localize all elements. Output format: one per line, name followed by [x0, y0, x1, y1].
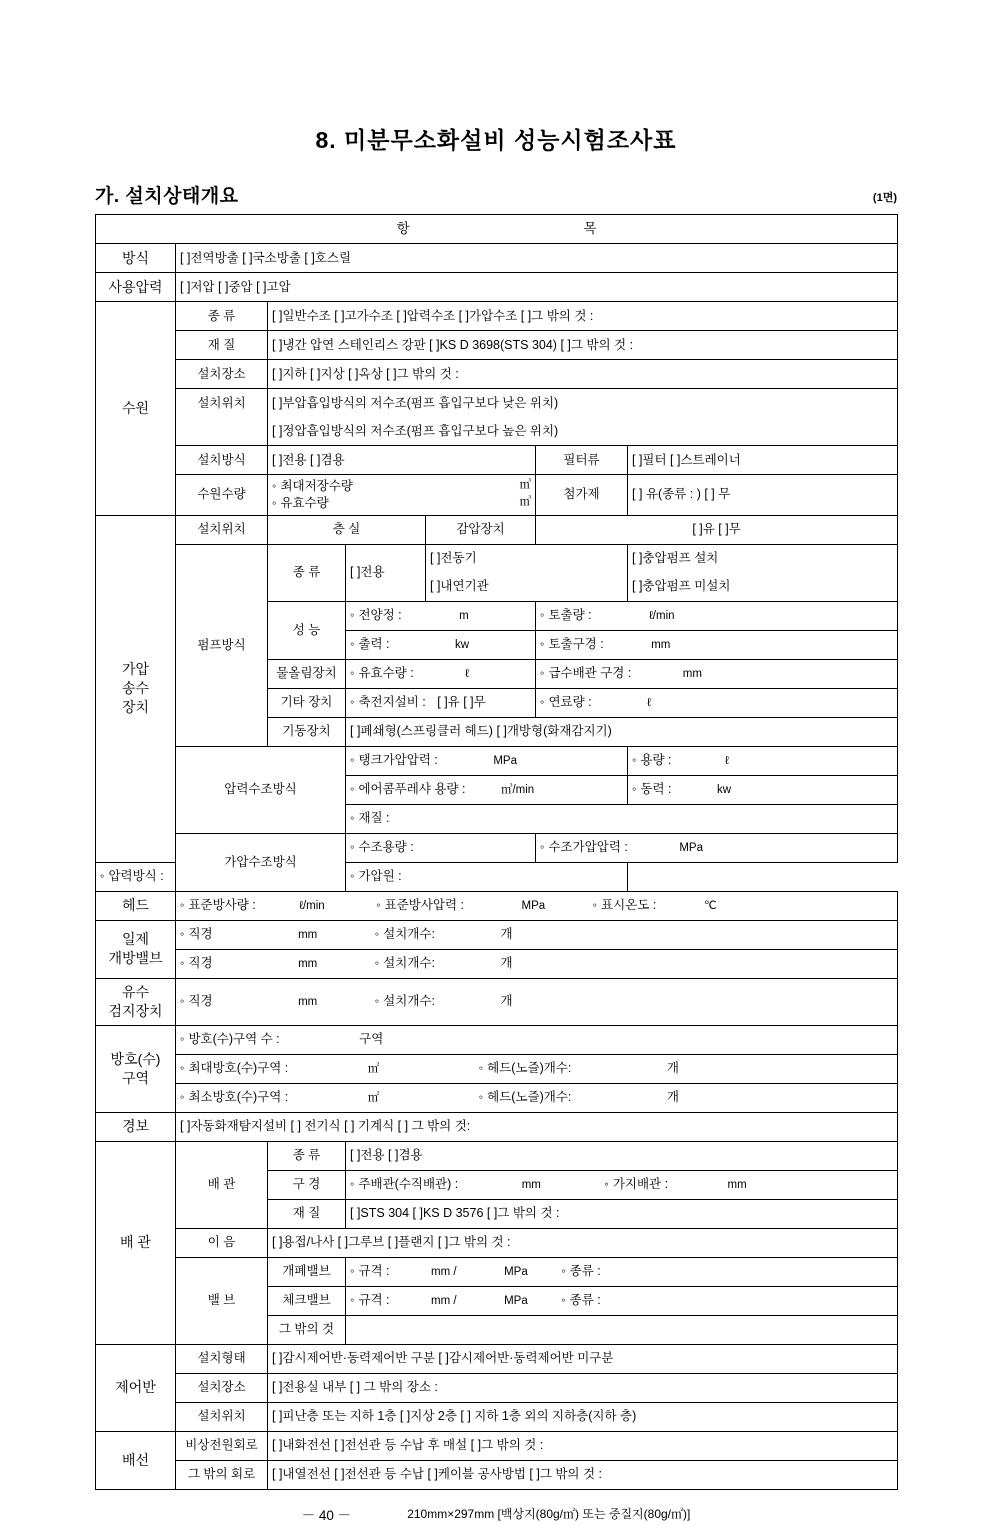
pump-place-label: 설치위치: [176, 515, 268, 544]
row-value-flow-detector: [176, 978, 898, 1025]
row-value-bangsik: [ ]전역방출 [ ]국소방출 [ ]호스릴: [176, 244, 898, 273]
flow-label-line2: 검지장치: [108, 1002, 163, 1019]
table-row: [96, 244, 898, 273]
zone-count-label: ◦ 방호(수)구역 수 :: [180, 1032, 280, 1046]
table-row: [96, 360, 898, 389]
zone-min-row: [176, 1083, 898, 1112]
head-temp-unit: ℃: [703, 899, 717, 912]
page-number: － 40 －: [301, 1507, 352, 1523]
pump-perf-outlet: [536, 630, 898, 659]
table-row: [96, 1025, 898, 1054]
panel-form-value: [ ]감시제어반·동력제어반 구분 [ ]감시제어반·동력제어반 미구분: [268, 1344, 898, 1373]
pump-tank-comp: [346, 775, 628, 804]
pump-tank-cap: [628, 746, 898, 775]
installation-status-table: [95, 214, 898, 1490]
pump-label-line1: 가압: [121, 661, 150, 678]
table-row: [96, 475, 898, 516]
table-row: [96, 1373, 898, 1402]
pump-tank-cap-label: ◦ 용량 :: [632, 753, 672, 767]
table-row: [96, 1460, 898, 1489]
page-footer: [95, 1504, 897, 1524]
pump-etc-fuel-unit: ℓ: [647, 696, 651, 709]
pump-perf-outlet-unit: mm: [651, 638, 671, 651]
pump-ptank-press: [536, 833, 898, 862]
panel-place-label: 설치장소: [176, 1373, 268, 1402]
pump-ptank-label: 가압수조방식: [176, 833, 346, 891]
row-label-flow-detector: [96, 978, 176, 1025]
flow-cnt-label: ◦ 설치개수:: [375, 994, 435, 1008]
suwon-additive-label: 첨가제: [536, 475, 628, 516]
pump-prime-pipe-unit: mm: [682, 667, 702, 680]
flow-label-line1: 유수: [121, 983, 150, 1000]
row-label-deluge: [96, 920, 176, 978]
page-title: 8. 미분무소화설비 성능시험조사표: [315, 127, 677, 153]
pump-etc-battery-label: ◦ 축전지설비 :: [350, 695, 426, 709]
pump-label-line3: 장치: [121, 699, 150, 716]
pipe-valve-open-type-label: ◦ 종류 :: [561, 1264, 601, 1278]
table-row: [96, 1054, 898, 1083]
pipe-valve-etc-label: 그 밖의 것: [268, 1315, 346, 1344]
row-label-bangsik: 방식: [96, 244, 176, 273]
deluge-dia-unit-1: mm: [298, 928, 318, 941]
row-value-alarm: [ ]자동화재탐지설비 [ ] 전기식 [ ] 기계식 [ ] 그 밖의 것:: [176, 1112, 898, 1141]
pump-prime-pipe-label: ◦ 급수배관 구경 :: [540, 666, 631, 680]
suwon-material-value: [ ]냉간 압연 스테인리스 강판 [ ]KS D 3698(STS 304) [ ]그 밖의 것 :: [268, 331, 898, 360]
head-press-label: ◦ 표준방사압력 :: [376, 898, 464, 912]
suwon-place-label: 설치장소: [176, 360, 268, 389]
pump-etc-battery-value: [ ]유 [ ]무: [437, 695, 486, 710]
pump-prime-eff-unit: ℓ: [465, 667, 469, 680]
suwon-position-label: 설치위치: [176, 389, 268, 418]
table-header-cell: [96, 215, 898, 244]
pipe-sub-label: 배 관: [176, 1141, 268, 1228]
document-page: [0, 122, 992, 1525]
table-row: [96, 862, 898, 891]
deluge-dia-label-1: ◦ 직경: [180, 927, 213, 941]
wiring-etc-value: [ ]내열전선 [ ]전선관 등 수납 [ ]케이블 공사방법 [ ]그 밖의 것 :: [268, 1460, 898, 1489]
pump-ptank-cap-label: ◦ 수조용량 :: [350, 840, 414, 854]
section-title: 가. 설치상태개요: [95, 186, 239, 207]
pump-perf-head-label: ◦ 전양정 :: [350, 608, 402, 622]
pipe-valve-check-unit1: mm /: [431, 1294, 457, 1307]
pump-start-value: [ ]폐쇄형(스프링클러 헤드) [ ]개방형(화재감지기): [346, 717, 898, 746]
zone-max-head-unit: 개: [666, 1060, 679, 1075]
head-temp-label: ◦ 표시온도 :: [593, 898, 657, 912]
table-row: [96, 417, 898, 446]
pump-tank-mat-label: ◦ 재질 :: [350, 811, 390, 825]
zone-count-unit: 구역: [359, 1032, 384, 1047]
pipe-valve-open-spec-label: ◦ 규격 :: [350, 1264, 390, 1278]
panel-place-value: [ ]전용실 내부 [ ] 그 밖의 장소 :: [268, 1373, 898, 1402]
pump-decomp-value: [ ]유 [ ]무: [536, 515, 898, 544]
pipe-dia-label: 구 경: [268, 1170, 346, 1199]
pump-prime-eff-label: ◦ 유효수량 :: [350, 666, 414, 680]
suwon-additive-value: [ ] 유(종류 : ) [ ] 무: [628, 475, 898, 516]
row-label-zone: [96, 1025, 176, 1112]
flow-cnt-unit: 개: [500, 993, 513, 1008]
table-row: [96, 331, 898, 360]
zone-max-row: [176, 1054, 898, 1083]
pipe-mat-label: 재 질: [268, 1199, 346, 1228]
deluge-label-line1: 일제: [121, 931, 150, 948]
pump-tank-press-label: ◦ 탱크가압압력 :: [350, 753, 438, 767]
row-value-head: [176, 891, 898, 920]
pump-perf-head: [346, 601, 536, 630]
table-row: [96, 1257, 898, 1286]
row-label-suwon: 수원: [96, 302, 176, 516]
pump-ptank-cap: [346, 833, 536, 862]
deluge-dia-unit-2: mm: [298, 957, 318, 970]
pipe-valve-check-value: [346, 1286, 898, 1315]
pump-perf-power-unit: kw: [455, 638, 470, 651]
table-row: [96, 1431, 898, 1460]
suwon-qty-max-unit: ㎥: [519, 479, 531, 491]
pump-tank-motor-label: ◦ 동력 :: [632, 782, 672, 796]
pump-tank-motor: [628, 775, 898, 804]
table-row: [96, 920, 898, 949]
suwon-qty-eff-unit: ㎥: [519, 495, 531, 508]
pump-perf-power: [346, 630, 536, 659]
pipe-valve-open-unit2: MPa: [504, 1265, 528, 1278]
deluge-cnt-label-2: ◦ 설치개수:: [375, 956, 435, 970]
pipe-valve-etc-value: [346, 1315, 898, 1344]
table-row: [96, 273, 898, 302]
page-mark: (1면): [872, 192, 897, 204]
pipe-valve-check-spec-label: ◦ 규격 :: [350, 1293, 390, 1307]
pump-tank-cap-unit: ℓ: [725, 754, 729, 767]
table-row: [96, 891, 898, 920]
suwon-filter-label: 필터류: [536, 446, 628, 475]
table-row: [96, 544, 898, 573]
row-label-head: 헤드: [96, 891, 176, 920]
suwon-type-value: [ ]일반수조 [ ]고가수조 [ ]압력수조 [ ]가압수조 [ ]그 밖의 것 :: [268, 302, 898, 331]
suwon-position-value-1: [ ]부압흡입방식의 저수조(펌프 흡입구보다 낮은 위치): [268, 389, 898, 418]
table-row: [96, 1083, 898, 1112]
suwon-qty-eff-label: ◦ 유효수량: [272, 495, 329, 512]
suwon-type-label: 종 류: [176, 302, 268, 331]
paper-note: 210mm×297mm [백상지(80g/㎡) 또는 중질지(80g/㎡)]: [407, 1507, 691, 1522]
pump-perf-label: 성 능: [268, 601, 346, 659]
zone-label-line2: 구역: [121, 1069, 150, 1086]
table-row: [96, 746, 898, 775]
pump-etc-fuel: [536, 688, 898, 717]
table-row: [96, 949, 898, 978]
pump-type-col3-2: [ ]충압펌프 미설치: [628, 573, 898, 602]
pump-place-floor: 층 실: [268, 515, 426, 544]
pipe-type-value: [ ]전용 [ ]겸용: [346, 1141, 898, 1170]
deluge-row-2: [176, 949, 898, 978]
pump-perf-flow: [536, 601, 898, 630]
pipe-dia-branch-unit: mm: [727, 1178, 747, 1191]
panel-pos-label: 설치위치: [176, 1402, 268, 1431]
table-row: [96, 978, 898, 1025]
zone-min-unit: ㎡: [367, 1091, 380, 1104]
pipe-valve-open-label: 개폐밸브: [268, 1257, 346, 1286]
suwon-qty-max-label: ◦ 최대저장수량: [272, 478, 353, 495]
zone-label-line1: 방호(수): [110, 1050, 161, 1067]
pump-tank-press-unit: MPa: [493, 754, 517, 767]
pump-decomp-label: 감압장치: [426, 515, 536, 544]
deluge-cnt-unit-2: 개: [500, 955, 513, 970]
panel-form-label: 설치형태: [176, 1344, 268, 1373]
pump-type-col2-1: [ ]전동기: [426, 544, 628, 573]
pump-prime-pipe: [536, 659, 898, 688]
flow-dia-label: ◦ 직경: [180, 994, 213, 1008]
pump-perf-flow-unit: ℓ/min: [649, 609, 675, 622]
suwon-position-label-cont: [176, 417, 268, 446]
pipe-dia-main-label: ◦ 주배관(수직배관) :: [350, 1177, 458, 1191]
table-row: [96, 833, 898, 862]
pump-etc-label: 기타 장치: [268, 688, 346, 717]
pump-prime-label: 물올림장치: [268, 659, 346, 688]
zone-min-head-unit: 개: [666, 1089, 679, 1104]
pump-perf-flow-label: ◦ 토출량 :: [540, 608, 592, 622]
suwon-install-label: 설치방식: [176, 446, 268, 475]
deluge-row-1: [176, 920, 898, 949]
table-header-row: [96, 215, 898, 244]
pipe-valve-open-value: [346, 1257, 898, 1286]
wiring-emergency-label: 비상전원회로: [176, 1431, 268, 1460]
table-row: [96, 302, 898, 331]
row-label-panel: 제어반: [96, 1344, 176, 1431]
zone-count-row: [176, 1025, 898, 1054]
pipe-type-label: 종 류: [268, 1141, 346, 1170]
suwon-position-value-2: [ ]정압흡입방식의 저수조(펌프 흡입구보다 높은 위치): [268, 417, 898, 446]
pipe-valve-open-unit1: mm /: [431, 1265, 457, 1278]
pump-ptank-source: [346, 862, 628, 891]
row-label-pressure: 사용압력: [96, 273, 176, 302]
table-row: [96, 515, 898, 544]
suwon-material-label: 재 질: [176, 331, 268, 360]
deluge-dia-label-2: ◦ 직경: [180, 956, 213, 970]
section-header: [95, 181, 897, 208]
pump-prime-eff: [346, 659, 536, 688]
pump-ptank-press-label: ◦ 수조가압압력 :: [540, 840, 628, 854]
zone-max-label: ◦ 최대방호(수)구역 :: [180, 1061, 288, 1075]
zone-max-head-label: ◦ 헤드(노즐)개수:: [479, 1061, 572, 1075]
table-row: [96, 1228, 898, 1257]
pump-type-col1: [ ]전용: [346, 544, 426, 601]
pump-perf-power-label: ◦ 출력 :: [350, 637, 390, 651]
pump-type-col3-1: [ ]충압펌프 설치: [628, 544, 898, 573]
table-row: [96, 1344, 898, 1373]
zone-min-head-label: ◦ 헤드(노즐)개수:: [479, 1090, 572, 1104]
table-row: [96, 446, 898, 475]
pump-method-label: 펌프방식: [176, 544, 268, 746]
table-row: [96, 1402, 898, 1431]
pump-ptank-press-unit: MPa: [679, 841, 703, 854]
deluge-label-line2: 개방밸브: [108, 950, 163, 967]
pump-tank-mat: [346, 804, 898, 833]
zone-max-unit: ㎡: [367, 1062, 380, 1075]
suwon-qty-value: [268, 475, 536, 516]
pipe-joint-value: [ ]용접/나사 [ ]그루브 [ ]플랜지 [ ]그 밖의 것 :: [268, 1228, 898, 1257]
suwon-install-value: [ ]전용 [ ]겸용: [268, 446, 536, 475]
row-label-pump-group: [96, 515, 176, 862]
head-flow-unit: ℓ/min: [299, 899, 325, 912]
pump-type-label: 종 류: [268, 544, 346, 601]
row-label-alarm: 경보: [96, 1112, 176, 1141]
pipe-dia-main-unit: mm: [521, 1178, 541, 1191]
deluge-cnt-unit-1: 개: [500, 926, 513, 941]
pipe-dia-value: [346, 1170, 898, 1199]
pump-type-col2-2: [ ]내연기관: [426, 573, 628, 602]
pump-tank-press: [346, 746, 628, 775]
panel-pos-value: [ ]피난층 또는 지하 1층 [ ]지상 2층 [ ] 지하 1층 외의 지하층(지하 층): [268, 1402, 898, 1431]
pipe-mat-value: [ ]STS 304 [ ]KS D 3576 [ ]그 밖의 것 :: [346, 1199, 898, 1228]
row-label-wiring: 배선: [96, 1431, 176, 1489]
pipe-valve-check-type-label: ◦ 종류 :: [561, 1293, 601, 1307]
flow-dia-unit: mm: [298, 995, 318, 1008]
pipe-joint-label: 이 음: [176, 1228, 268, 1257]
wiring-emergency-value: [ ]내화전선 [ ]전선관 등 수납 후 매설 [ ]그 밖의 것 :: [268, 1431, 898, 1460]
pump-etc-fuel-label: ◦ 연료량 :: [540, 695, 592, 709]
zone-min-label: ◦ 최소방호(수)구역 :: [180, 1090, 288, 1104]
pump-tank-label: 압력수조방식: [176, 746, 346, 833]
pump-ptank-source-label: ◦ 가압원 :: [350, 869, 402, 883]
pump-tank-comp-label: ◦ 에어콤푸레샤 용량 :: [350, 782, 465, 796]
suwon-qty-label: 수원수량: [176, 475, 268, 516]
table-row: [96, 1112, 898, 1141]
pump-etc-battery: [346, 688, 536, 717]
header-right: 목: [583, 220, 597, 236]
table-row: [96, 389, 898, 418]
pump-tank-motor-unit: kw: [717, 783, 732, 796]
pipe-valve-check-label: 체크밸브: [268, 1286, 346, 1315]
row-label-pipe: 배 관: [96, 1141, 176, 1344]
head-flow-label: ◦ 표준방사량 :: [180, 898, 256, 912]
wiring-etc-label: 그 밖의 회로: [176, 1460, 268, 1489]
table-row: [96, 1141, 898, 1170]
pump-label-line2: 송수: [121, 680, 150, 697]
pump-perf-outlet-label: ◦ 토출구경 :: [540, 637, 604, 651]
pipe-valve-label: 밸 브: [176, 1257, 268, 1344]
pump-tank-comp-unit: ㎥/min: [500, 783, 535, 796]
pump-perf-head-unit: m: [459, 609, 469, 622]
pipe-dia-branch-label: ◦ 가지배관 :: [604, 1177, 668, 1191]
suwon-filter-value: [ ]필터 [ ]스트레이너: [628, 446, 898, 475]
deluge-cnt-label-1: ◦ 설치개수:: [375, 927, 435, 941]
suwon-place-value: [ ]지하 [ ]지상 [ ]옥상 [ ]그 밖의 것 :: [268, 360, 898, 389]
header-left: 항: [396, 220, 410, 236]
pump-start-label: 기동장치: [268, 717, 346, 746]
head-press-unit: MPa: [521, 899, 546, 912]
row-value-pressure: [ ]저압 [ ]중압 [ ]고압: [176, 273, 898, 302]
pipe-valve-check-unit2: MPa: [504, 1294, 528, 1307]
pump-ptank-method-label: ◦ 압력방식 :: [100, 869, 164, 883]
